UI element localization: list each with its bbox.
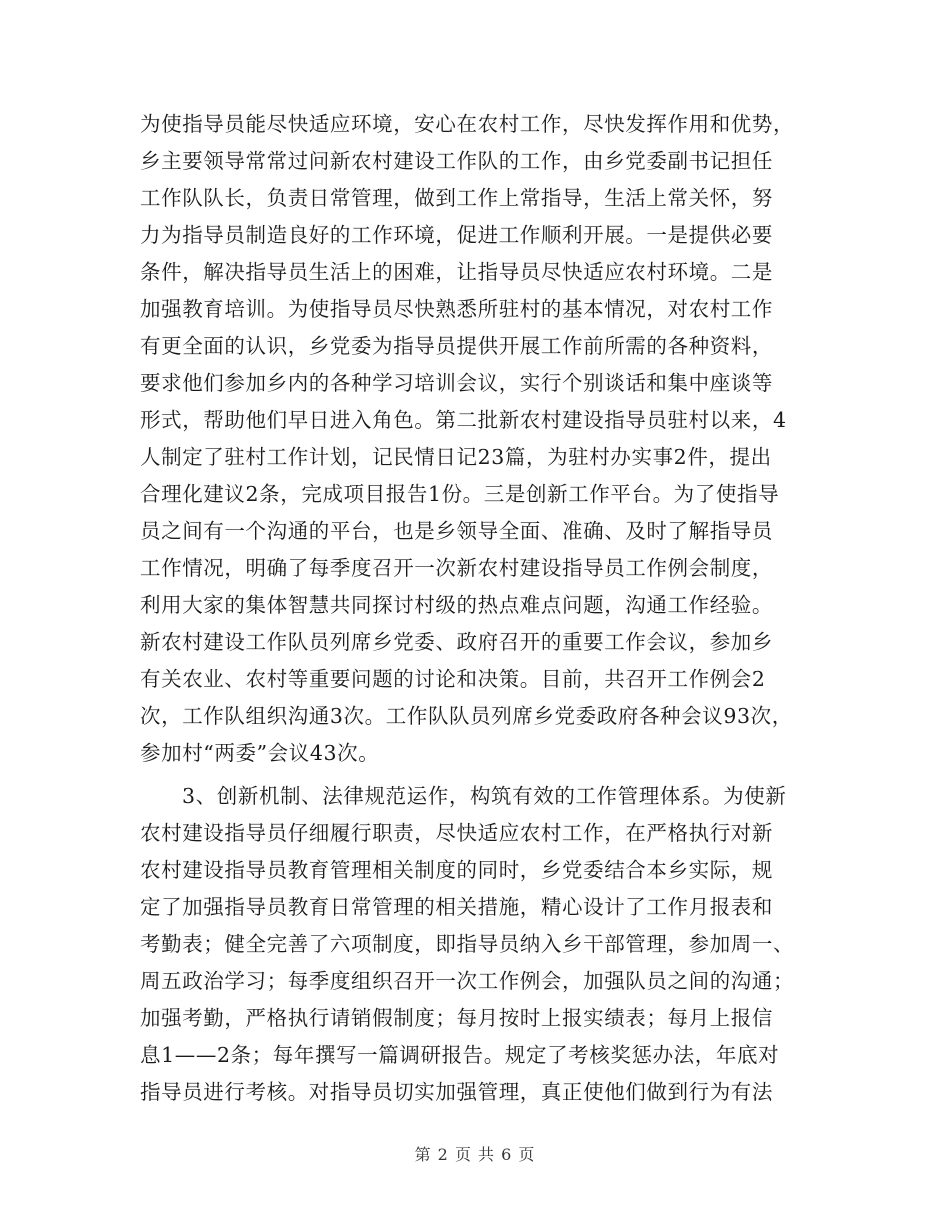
text-line: 新农村建设工作队员列席乡党委、政府召开的重要工作会议，参加乡: [140, 630, 773, 654]
paragraph-1: [140, 106, 820, 772]
text-line: 工作情况，明确了每季度召开一次新农村建设指导员工作例会制度，: [140, 556, 773, 580]
document-body: [140, 106, 820, 1111]
text-line: 乡主要领导常常过问新农村建设工作队的工作，由乡党委副书记担任: [140, 149, 773, 173]
text-line: 力为指导员制造良好的工作环境，促进工作顺利开展。一是提供必要: [140, 223, 773, 247]
text-line: 利用大家的集体智慧共同探讨村级的热点难点问题，沟通工作经验。: [140, 593, 773, 617]
text-line: 员之间有一个沟通的平台，也是乡领导全面、准确、及时了解指导员: [140, 519, 773, 543]
text-line: 考勤表；健全完善了六项制度，即指导员纳入乡干部管理，参加周一、: [140, 932, 795, 956]
text-line: 形式，帮助他们早日进入角色。第二批新农村建设指导员驻村以来，4: [140, 408, 787, 432]
text-line: 要求他们参加乡内的各种学习培训会议，实行个别谈话和集中座谈等: [140, 371, 773, 395]
paragraph-2: [140, 778, 820, 1111]
text-line: 周五政治学习；每季度组织召开一次工作例会，加强队员之间的沟通；: [140, 969, 795, 993]
text-line: 息1——2条；每年撰写一篇调研报告。规定了考核奖惩办法，年底对: [140, 1043, 780, 1067]
text-line: 有更全面的认识，乡党委为指导员提供开展工作前所需的各种资料，: [140, 334, 773, 358]
text-line: 工作队队长，负责日常管理，做到工作上常指导，生活上常关怀，努: [140, 186, 773, 210]
text-line: 指导员进行考核。对指导员切实加强管理，真正使他们做到行为有法: [140, 1080, 773, 1104]
text-line: 条件，解决指导员生活上的困难，让指导员尽快适应农村环境。二是: [140, 260, 773, 284]
text-line: 农村建设指导员仔细履行职责，尽快适应农村工作，在严格执行对新: [140, 821, 773, 845]
text-line: 次，工作队组织沟通3次。工作队队员列席乡党委政府各种会议93次，: [140, 704, 793, 728]
text-line: 合理化建议2条，完成项目报告1份。三是创新工作平台。为了使指导: [140, 482, 780, 506]
text-line: 加强考勤，严格执行请销假制度；每月按时上报实绩表；每月上报信: [140, 1006, 773, 1030]
text-line-first: 3、创新机制、法律规范运作，构筑有效的工作管理体系。为使新: [182, 784, 787, 808]
text-line: 参加村“两委”会议43次。: [140, 741, 380, 765]
text-line: 有关农业、农村等重要问题的讨论和决策。目前，共召开工作例会2: [140, 667, 766, 691]
text-line: 加强教育培训。为使指导员尽快熟悉所驻村的基本情况，对农村工作: [140, 297, 773, 321]
text-line: 农村建设指导员教育管理相关制度的同时，乡党委结合本乡实际，规: [140, 858, 773, 882]
text-line: 定了加强指导员教育日常管理的相关措施，精心设计了工作月报表和: [140, 895, 773, 919]
text-line: 为使指导员能尽快适应环境，安心在农村工作，尽快发挥作用和优势，: [140, 112, 795, 136]
page-number-footer: 第 2 页 共 6 页: [414, 1145, 536, 1164]
text-line: 人制定了驻村工作计划，记民情日记23篇，为驻村办实事2件，提出: [140, 445, 772, 469]
